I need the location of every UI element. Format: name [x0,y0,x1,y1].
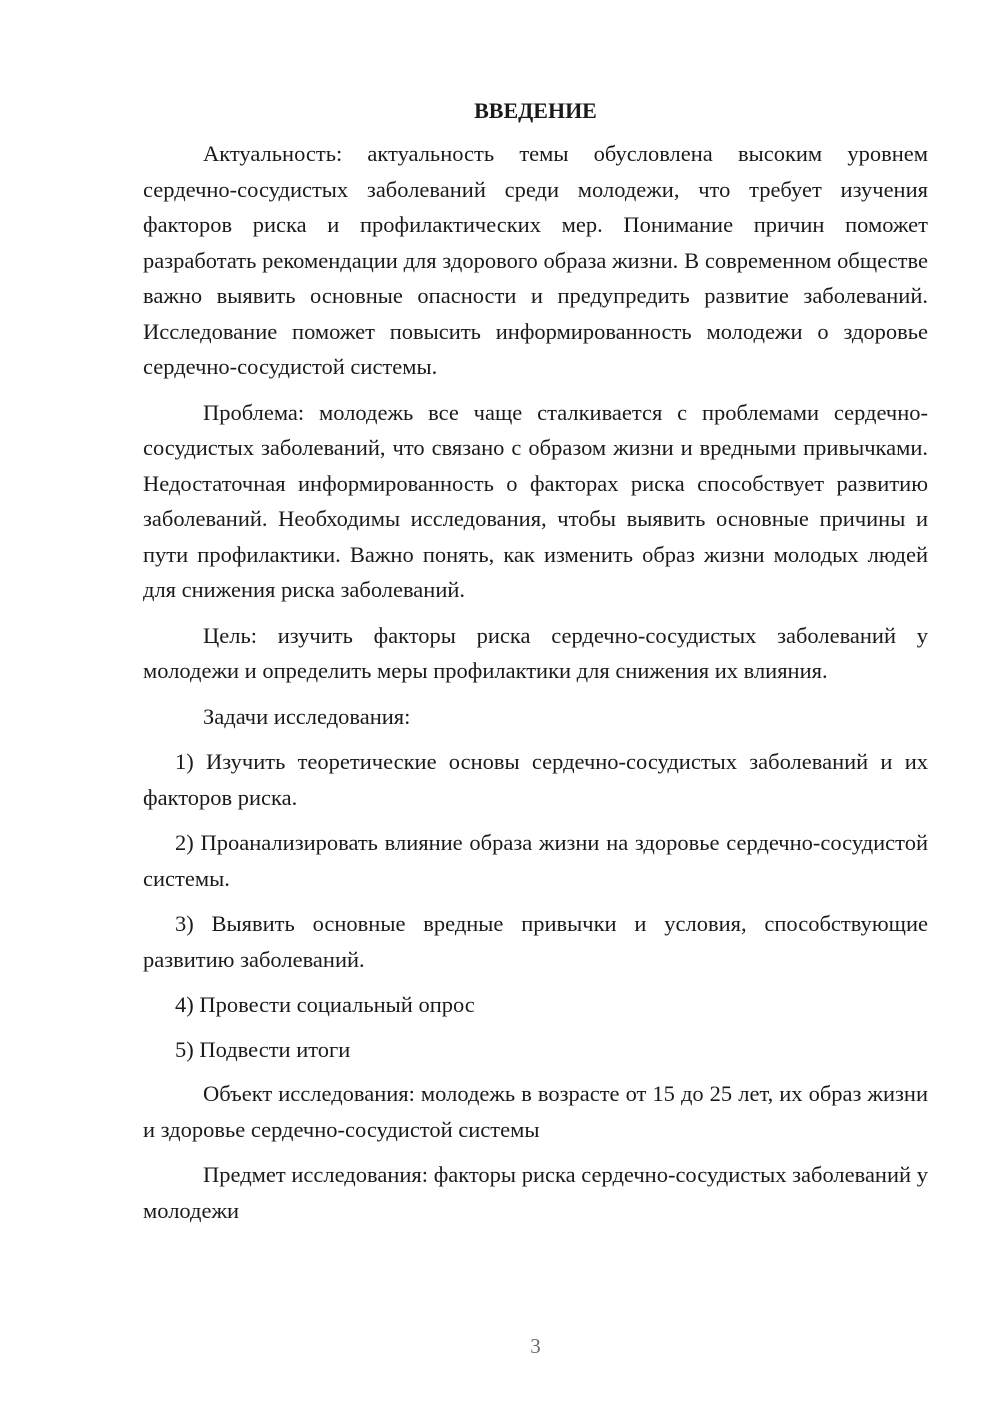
relevance-paragraph: Актуальность: актуальность темы обусловлена высоким уровнем сердечно-сосудистых заболеваний среди молодежи, что требует изучения факторов риска и профилактических мер. Понимание причин поможет разработать рекомендации для здорового образа жизни. В современном обществе важно выявить основные опасности и предупредить развитие заболеваний. Исследование поможет повысить информированность молодежи о здоровье сердечно-сосудистой системы. [143,141,928,379]
page-title: ВВЕДЕНИЕ [474,98,597,123]
page-number: 3 [530,1334,541,1358]
problem-paragraph: Проблема: молодежь все чаще сталкивается с проблемами сердечно-сосудистых заболеваний, что связано с образом жизни и вредными привычками. Недостаточная информированность о факторах риска способствует развитию заболеваний. Необходимы исследования, чтобы выявить основные причины и пути профилактики. Важно понять, как изменить образ жизни молодых людей для снижения риска заболеваний. [143,399,928,602]
page-content [143,96,928,1238]
object-paragraph: Объект исследования: молодежь в возрасте от 15 до 25 лет, их образ жизни и здоровье сердечно-сосудистой системы [143,1081,928,1142]
task-item-1: 1) Изучить теоретические основы сердечно-сосудистых заболеваний и их факторов риска. [143,749,928,810]
task-item-5: 5) Подвести итоги [175,1036,351,1062]
tasks-heading: Задачи исследования: [203,703,411,729]
goal-paragraph: Цель: изучить факторы риска сердечно-сосудистых заболеваний у молодежи и определить меры профилактики для снижения их влияния. [143,622,928,683]
task-item-3: 3) Выявить основные вредные привычки и условия, способствующие развитию заболеваний. [143,911,928,972]
subject-paragraph: Предмет исследования: факторы риска сердечно-сосудистых заболеваний у молодежи [143,1162,928,1223]
task-item-2: 2) Проанализировать влияние образа жизни на здоровье сердечно-сосудистой системы. [143,830,928,891]
task-item-4: 4) Провести социальный опрос [175,992,475,1017]
